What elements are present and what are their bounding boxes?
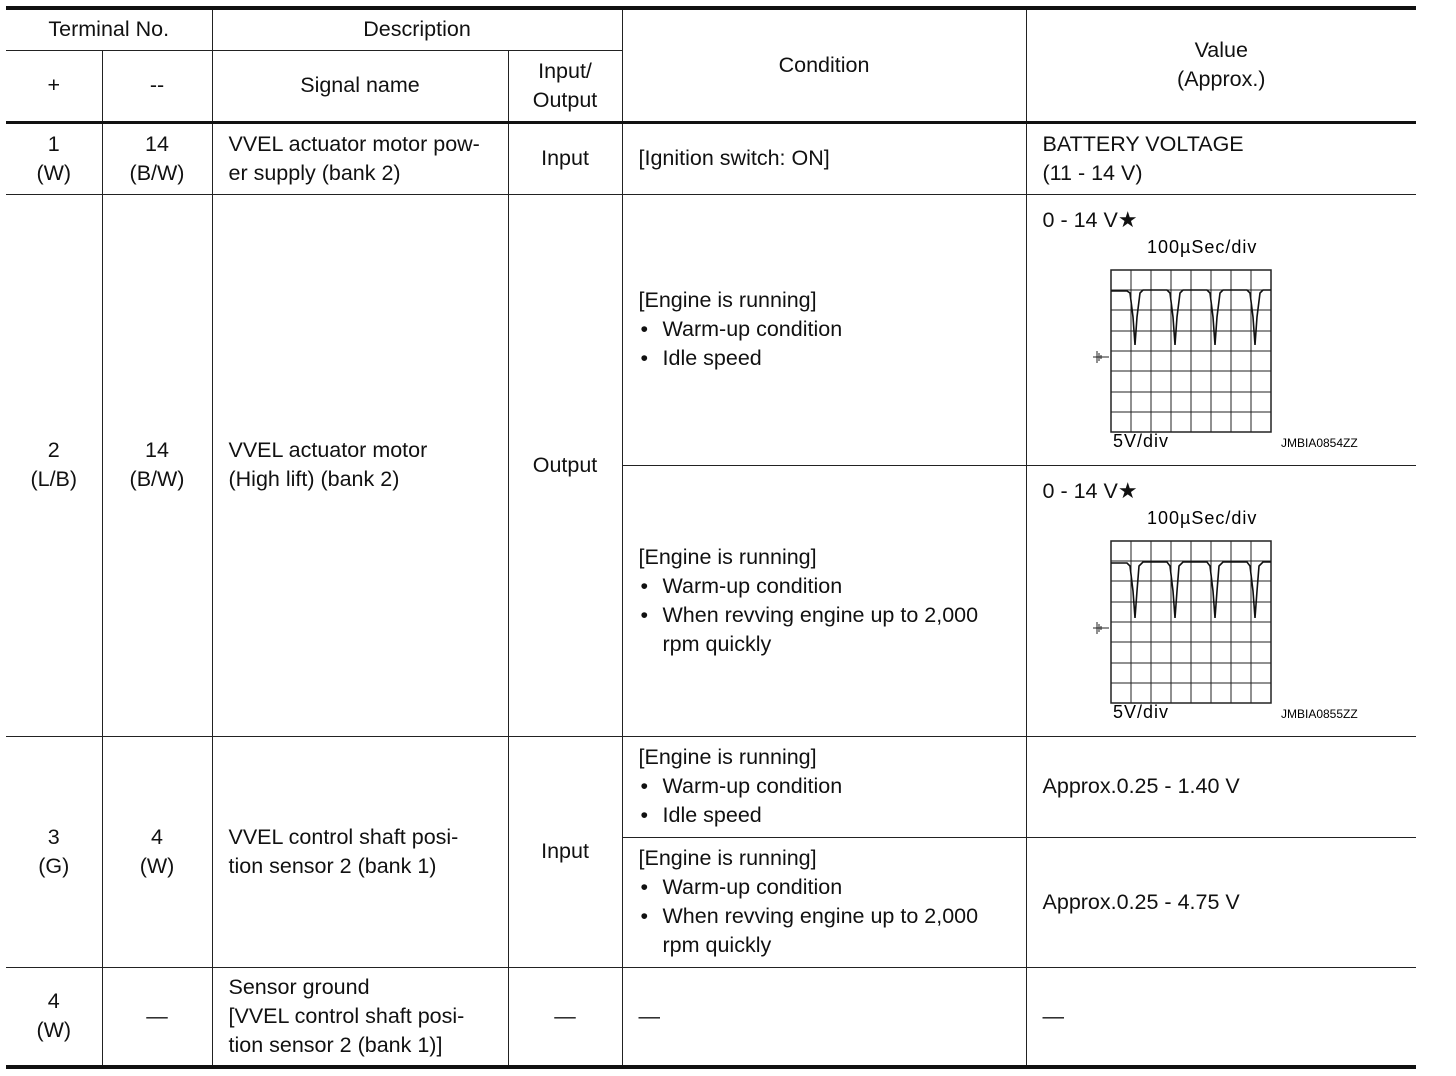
- condition-cell: [Ignition switch: ON]: [622, 122, 1026, 194]
- time-division-label: 100µSec/div: [1146, 236, 1257, 257]
- terminal-number: 4: [151, 824, 163, 849]
- signal-name: [212, 194, 508, 736]
- terminal-number: 14: [145, 131, 169, 156]
- table-row: [6, 967, 1416, 1067]
- minus-terminal: —: [102, 967, 212, 1067]
- plus-terminal: [6, 194, 102, 736]
- minus-header: --: [102, 50, 212, 122]
- signal-line: VVEL actuator motor: [228, 438, 428, 462]
- description-header: Description: [212, 8, 622, 50]
- volt-division-label: 5V/div: [1112, 430, 1169, 447]
- signal-name: [212, 967, 508, 1067]
- terminal-number: 3: [47, 824, 60, 849]
- value-cell: Approx.0.25 - 4.75 V: [1026, 837, 1416, 967]
- figure-id: JMBIA0854ZZ: [1280, 435, 1358, 447]
- condition-cell: [622, 736, 1026, 837]
- table-row: [6, 736, 1416, 837]
- terminal-no-header: Terminal No.: [6, 8, 212, 50]
- value-label: 0 - 14 V: [1042, 478, 1118, 503]
- scope-grid: [1111, 541, 1271, 703]
- wire-color: (L/B): [30, 467, 78, 491]
- time-division-label: 100µSec/div: [1146, 507, 1257, 528]
- signal-name: [212, 736, 508, 967]
- value-cell: [1026, 194, 1416, 465]
- condition-cell: [622, 837, 1026, 967]
- value-header-line2: (Approx.): [1177, 67, 1266, 92]
- wire-color: (W): [36, 160, 72, 185]
- condition-bullet: • Idle speed: [639, 801, 1018, 830]
- wire-color: (W): [139, 853, 175, 878]
- condition-list: [639, 315, 1018, 373]
- io-cell: Output: [508, 194, 622, 736]
- condition-cell: [622, 465, 1026, 736]
- ground-symbol: [1093, 351, 1109, 363]
- value-cell: [1026, 122, 1416, 194]
- condition-bullet: • Warm-up condition: [639, 315, 1018, 344]
- wire-color: (B/W): [129, 160, 185, 185]
- condition-list: [639, 772, 1018, 830]
- io-header-line2: Output: [532, 87, 598, 112]
- value-cell: —: [1026, 967, 1416, 1067]
- oscilloscope-waveform: [1043, 506, 1383, 718]
- value-header: [1026, 8, 1416, 122]
- plus-terminal: [6, 736, 102, 967]
- condition-head: [Engine is running]: [638, 288, 817, 312]
- value-label-group: [1043, 205, 1417, 235]
- signal-line: Sensor ground: [228, 974, 370, 999]
- plus-header: +: [6, 50, 102, 122]
- table-row: [6, 194, 1416, 465]
- condition-list: [639, 572, 1018, 659]
- signal-name-header: Signal name: [212, 50, 508, 122]
- condition-cell: [622, 194, 1026, 465]
- condition-bullet: • Warm-up condition: [639, 873, 1018, 902]
- table-row: [6, 122, 1416, 194]
- value-cell: Approx.0.25 - 1.40 V: [1026, 736, 1416, 837]
- condition-head: [Engine is running]: [638, 745, 817, 769]
- value-label: 0 - 14 V: [1042, 207, 1118, 232]
- condition-head: [Engine is running]: [638, 846, 817, 870]
- condition-list: [639, 873, 1018, 960]
- scope-grid: [1111, 270, 1271, 432]
- minus-terminal: [102, 736, 212, 967]
- signal-line: VVEL actuator motor pow-: [228, 131, 480, 156]
- oscilloscope-waveform: [1043, 235, 1383, 447]
- io-header: [508, 50, 622, 122]
- figure-id: JMBIA0855ZZ: [1280, 706, 1358, 718]
- condition-bullet: • Warm-up condition: [639, 572, 1018, 601]
- signal-line: tion sensor 2 (bank 1)]: [228, 1032, 443, 1057]
- wire-color: (B/W): [129, 467, 185, 491]
- value-line: (11 - 14 V): [1042, 160, 1143, 185]
- terminal-table: [6, 6, 1416, 1069]
- terminal-number: 4: [47, 989, 60, 1014]
- signal-line: [VVEL control shaft posi-: [228, 1003, 465, 1028]
- signal-line: VVEL control shaft posi-: [228, 824, 459, 849]
- condition-bullet: • Idle speed: [639, 344, 1018, 373]
- io-cell: Input: [508, 122, 622, 194]
- star-icon: ★: [1117, 206, 1138, 232]
- condition-bullet: • When revving engine up to 2,000 rpm quickly: [639, 902, 1018, 960]
- condition-head: [Engine is running]: [638, 544, 817, 569]
- plus-terminal: [6, 122, 102, 194]
- value-line: BATTERY VOLTAGE: [1042, 131, 1244, 156]
- condition-header: Condition: [622, 8, 1026, 122]
- io-cell: Input: [508, 736, 622, 967]
- wire-color: (W): [36, 1018, 72, 1043]
- condition-bullet: • When revving engine up to 2,000 rpm quickly: [639, 601, 1018, 659]
- terminal-number: 1: [47, 131, 60, 156]
- header-row-1: [6, 8, 1416, 50]
- io-header-line1: Input/: [538, 58, 592, 83]
- condition-cell: —: [622, 967, 1026, 1067]
- io-cell: —: [508, 967, 622, 1067]
- value-cell: [1026, 465, 1416, 736]
- plus-terminal: [6, 967, 102, 1067]
- ground-symbol: [1093, 622, 1109, 634]
- volt-division-label: 5V/div: [1112, 701, 1169, 718]
- minus-terminal: [102, 194, 212, 736]
- minus-terminal: [102, 122, 212, 194]
- condition-bullet: • Warm-up condition: [639, 772, 1018, 801]
- signal-line: er supply (bank 2): [228, 160, 401, 185]
- star-icon: ★: [1117, 477, 1138, 503]
- value-label-group: [1043, 476, 1417, 506]
- signal-name: [212, 122, 508, 194]
- signal-line: tion sensor 2 (bank 1): [228, 853, 437, 878]
- value-header-line1: Value: [1194, 38, 1248, 63]
- terminal-number: 14: [145, 438, 169, 462]
- signal-line: (High lift) (bank 2): [228, 467, 400, 491]
- wire-color: (G): [38, 853, 70, 878]
- terminal-number: 2: [47, 438, 60, 462]
